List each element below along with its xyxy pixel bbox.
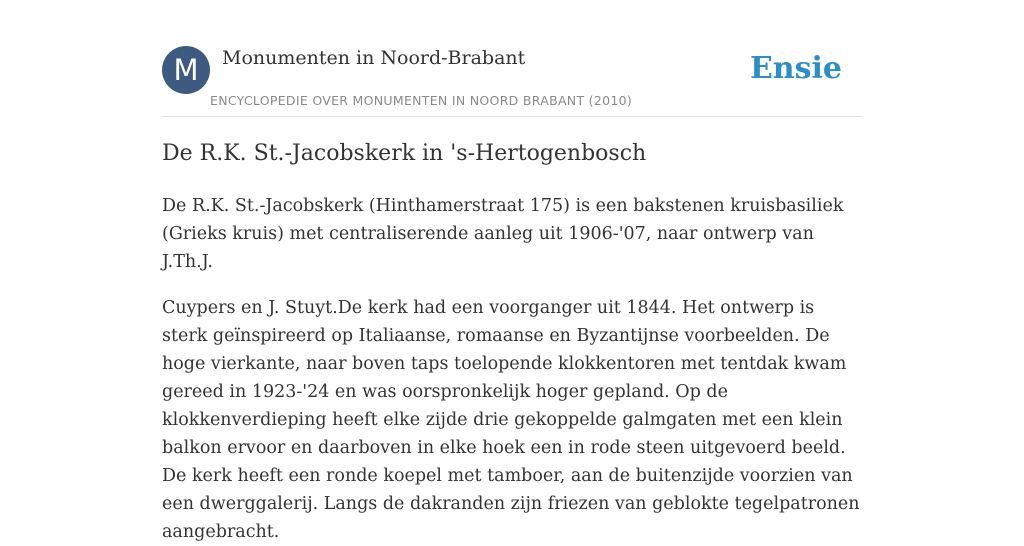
source-header: [162, 46, 862, 117]
ensie-logo[interactable]: Ensie: [749, 51, 842, 86]
article-paragraph: Cuypers en J. Stuyt.De kerk had een voorganger uit 1844. Het ontwerp is sterk geïnspireerd op Italiaanse, romaanse en Byzantijnse voorbeelden. De hoge vierkante, naar boven taps toelopende klokkentoren met tentdak kwam gereed in 1923-'24 en was oorspronkelijk hoger gepland. Op de klokkenverdieping heeft elke zijde drie gekoppelde galmgaten met een klein balkon ervoor en daarboven in elke hoek een in rode steen uitgevoerd beeld. De kerk heeft een ronde koepel met tamboer, aan de buitenzijde voorzien van een dwerggalerij. Langs de dakranden zijn friezen van geblokte tegelpatronen aangebracht.: [162, 298, 860, 542]
article: [162, 138, 864, 546]
source-subtitle: ENCYCLOPEDIE OVER MONUMENTEN IN NOORD BRABANT (2010): [210, 93, 633, 108]
source-title-link[interactable]: Monumenten in Noord-Brabant: [222, 47, 526, 69]
article-title: De R.K. St.-Jacobskerk in 's-Hertogenbosch: [162, 141, 647, 166]
article-paragraph: De R.K. St.-Jacobskerk (Hinthamerstraat 175) is een bakstenen kruisbasiliek (Grieks kruis) met centraliserende aanleg uit 1906-'07, naar ontwerp van J.Th.J.: [162, 196, 844, 272]
source-avatar[interactable]: M: [162, 46, 210, 94]
